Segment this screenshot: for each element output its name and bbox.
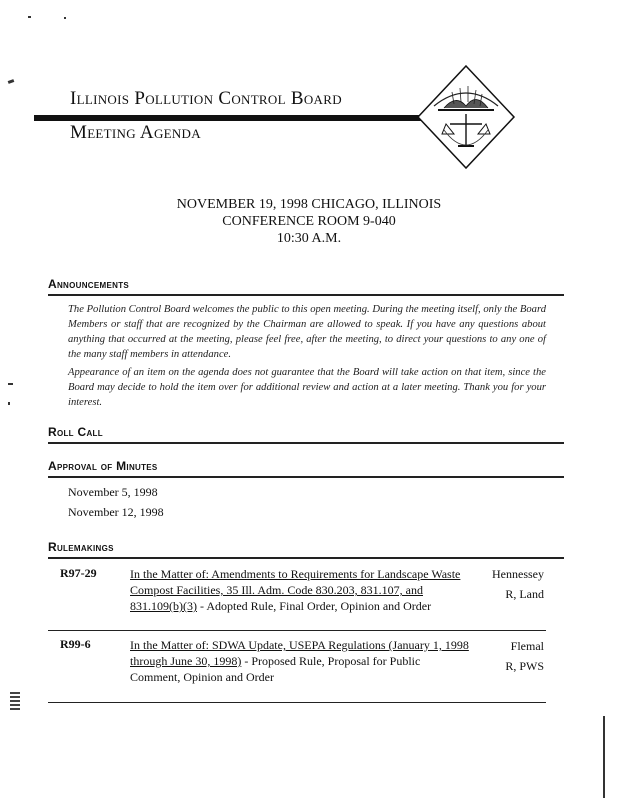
meeting-room: CONFERENCE ROOM 9-040 xyxy=(222,214,396,229)
section-title-roll-call: Roll Call xyxy=(48,425,103,439)
minutes-item: November 5, 1998 xyxy=(68,485,158,499)
minutes-item: November 12, 1998 xyxy=(68,505,164,519)
scan-speck xyxy=(603,716,605,798)
header-rule xyxy=(34,115,434,121)
scan-speck xyxy=(64,17,66,19)
rulemaking-code: R, PWS xyxy=(505,659,544,673)
agenda-title: Meeting Agenda xyxy=(70,122,201,143)
board-logo-icon xyxy=(416,64,516,170)
rulemaking-board-member: Hennessey xyxy=(492,567,544,581)
board-name: Illinois Pollution Control Board xyxy=(70,88,342,109)
scan-speck xyxy=(8,402,10,405)
rulemaking-action: - Adopted Rule, Final Order, Opinion and Order xyxy=(196,599,432,613)
rulemaking-matter-link[interactable]: In the Matter of: SDWA Update, USEPA Regulations (January 1, 1998 through June 30, 1998) xyxy=(130,638,469,668)
meeting-time: 10:30 A.M. xyxy=(276,231,342,246)
section-rule xyxy=(48,476,564,478)
rulemaking-id: R99-6 xyxy=(60,637,91,651)
section-rule xyxy=(48,557,564,559)
scan-speck xyxy=(8,383,13,385)
section-title-approval-of-minutes: Approval of Minutes xyxy=(48,459,158,473)
rulemaking-matter-link[interactable]: In the Matter of: Amendments to Requirements for Landscape Waste Compost Facilities, 35 Ill. Adm. Code 830.203, 831.107, and 831.109(b)(3) xyxy=(130,567,461,613)
section-title-rulemakings: Rulemakings xyxy=(48,540,114,554)
rulemaking-board-member: Flemal xyxy=(510,639,544,653)
announcement-paragraph: Appearance of an item on the agenda does not guarantee that the Board will take action on that item, since the Board may decide to hold the item over for additional review and action at a later meeting. Thank you for your interest. xyxy=(68,367,546,408)
rulemaking-description xyxy=(130,637,470,685)
section-title-announcements: Announcements xyxy=(48,277,130,291)
rulemaking-id: R97-29 xyxy=(60,566,97,580)
row-divider xyxy=(48,630,546,631)
row-divider xyxy=(48,702,546,703)
rulemaking-code: R, Land xyxy=(505,587,544,601)
rulemaking-description xyxy=(130,566,470,614)
section-rule xyxy=(48,442,564,444)
scan-speck xyxy=(10,692,20,712)
scan-speck xyxy=(8,79,15,84)
announcement-paragraph: The Pollution Control Board welcomes the public to this open meeting. During the meeting itself, only the Board Members or staff that are recognized by the Chairman are allowed to speak. If you have any questions about anything that occurred at the meeting, please feel free, after the meeting, to direct your questions to any one of the many staff members in attendance. xyxy=(68,304,546,360)
scan-speck xyxy=(28,16,31,18)
rulemaking-action: - Proposed Rule, Proposal for Public Comment, Opinion and Order xyxy=(130,654,421,684)
section-rule xyxy=(48,294,564,296)
meeting-date-location: NOVEMBER 19, 1998 CHICAGO, ILLINOIS xyxy=(176,197,442,212)
